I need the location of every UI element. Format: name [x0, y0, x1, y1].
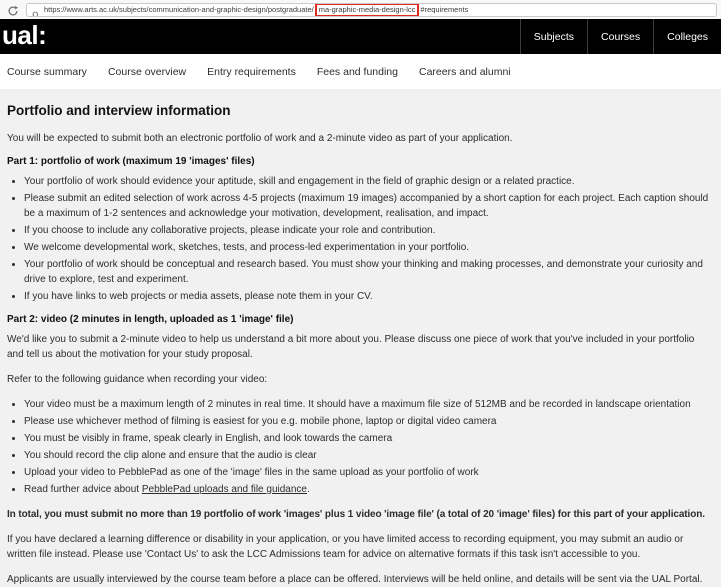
list-item: • Your video must be a maximum length of 2 minutes in real time. It should have a maximum file size of 512MB and be recorded in landscape orientation: [24, 397, 713, 412]
list-item: • We welcome developmental work, sketches, tests, and process-led experimentation in your portfolio.: [24, 240, 713, 255]
part2-bullet-list: [7, 397, 713, 497]
address-bar[interactable]: [26, 3, 717, 17]
list-item: • If you choose to include any collaborative projects, please indicate your role and contribution.: [24, 223, 713, 238]
list-item: • If you have links to web projects or media assets, please note them in your CV.: [24, 289, 713, 304]
tab-course-overview[interactable]: Course overview: [107, 65, 187, 78]
url-prefix: https://www.arts.ac.uk/subjects/communication-and-graphic-design/postgraduate/: [44, 4, 314, 14]
site-header: [0, 19, 721, 54]
list-item: [24, 482, 713, 497]
accessibility-note: If you have declared a learning difference or disability in your application, or you have limited access to recording equipment, you may submit an audio or written file instead. Please use 'Contact Us' to ask the LCC Admissions team for advice on alternative formats if this task isn't accessible to you.: [7, 534, 684, 560]
tab-careers-and-alumni[interactable]: Careers and alumni: [419, 65, 511, 78]
course-tab-nav: [0, 54, 721, 89]
part1-heading: Part 1: portfolio of work (maximum 19 'images' files): [7, 156, 255, 167]
tab-entry-requirements[interactable]: Entry requirements: [207, 65, 296, 78]
list-item: • Please submit an edited selection of work across 4-5 projects (maximum 19 images) accompanied by a short caption for each project. Each caption should be a maximum of 1-2 sentences and acknowledge your motivation, development, realisation, and impact.: [24, 191, 713, 221]
url-text: [44, 3, 468, 17]
page-title: Portfolio and interview information: [7, 103, 231, 118]
guidance-label: Refer to the following guidance when recording your video:: [7, 374, 268, 385]
url-highlight-annotation: ma-graphic-media-design-lcc: [315, 3, 420, 17]
nav-item-colleges[interactable]: Colleges: [653, 19, 721, 54]
browser-toolbar: [0, 0, 721, 19]
list-item: • Upload your video to PebblePad as one of the 'image' files in the same upload as your portfolio of work: [24, 465, 713, 480]
link-bullet-suffix: .: [307, 484, 310, 495]
list-item: • You should record the clip alone and ensure that the audio is clear: [24, 448, 713, 463]
nav-item-courses[interactable]: Courses: [587, 19, 653, 54]
ual-logo[interactable]: ual:: [2, 20, 47, 50]
list-item: • Please use whichever method of filming is easiest for you e.g. mobile phone, laptop or digital video camera: [24, 414, 713, 429]
tab-course-summary[interactable]: Course summary: [7, 65, 87, 78]
nav-item-subjects[interactable]: Subjects: [520, 19, 587, 54]
intro-paragraph: You will be expected to submit both an electronic portfolio of work and a 2-minute video as part of your application.: [7, 133, 513, 144]
part1-bullet-list: [7, 174, 713, 304]
tab-fees-and-funding[interactable]: Fees and funding: [316, 65, 398, 78]
pebblepad-guidance-link[interactable]: PebblePad uploads and file guidance: [141, 484, 307, 495]
reload-icon[interactable]: [7, 4, 19, 16]
list-item: • Your portfolio of work should evidence your aptitude, skill and engagement in the field of graphic design or a related practice.: [24, 174, 713, 189]
part2-heading: Part 2: video (2 minutes in length, uploaded as 1 'image' file): [7, 314, 294, 325]
link-bullet-prefix: Read further advice about: [24, 484, 142, 495]
part2-intro-paragraph: We'd like you to submit a 2-minute video to help us understand a bit more about you. Please discuss one piece of work that you've included in your portfolio and tell us about the motivation for your study proposal.: [7, 334, 695, 360]
list-item: • Your portfolio of work should be conceptual and research based. You must show your thinking and making processes, and demonstrate your curiosity and drive to explore, test and experiment.: [24, 257, 713, 287]
header-nav: [520, 19, 721, 54]
main-content: [0, 89, 721, 587]
interview-note: Applicants are usually interviewed by the course team before a place can be offered. Interviews will be held online, and details will be sent via the UAL Portal.: [7, 574, 703, 585]
total-submission-note: In total, you must submit no more than 19 portfolio of work 'images' plus 1 video 'image file' (a total of 20 'image' files) for this part of your application.: [7, 509, 705, 520]
list-item: • You must be visibly in frame, speak clearly in English, and look towards the camera: [24, 431, 713, 446]
url-suffix: #requirements: [420, 4, 469, 14]
search-icon: [32, 6, 40, 14]
